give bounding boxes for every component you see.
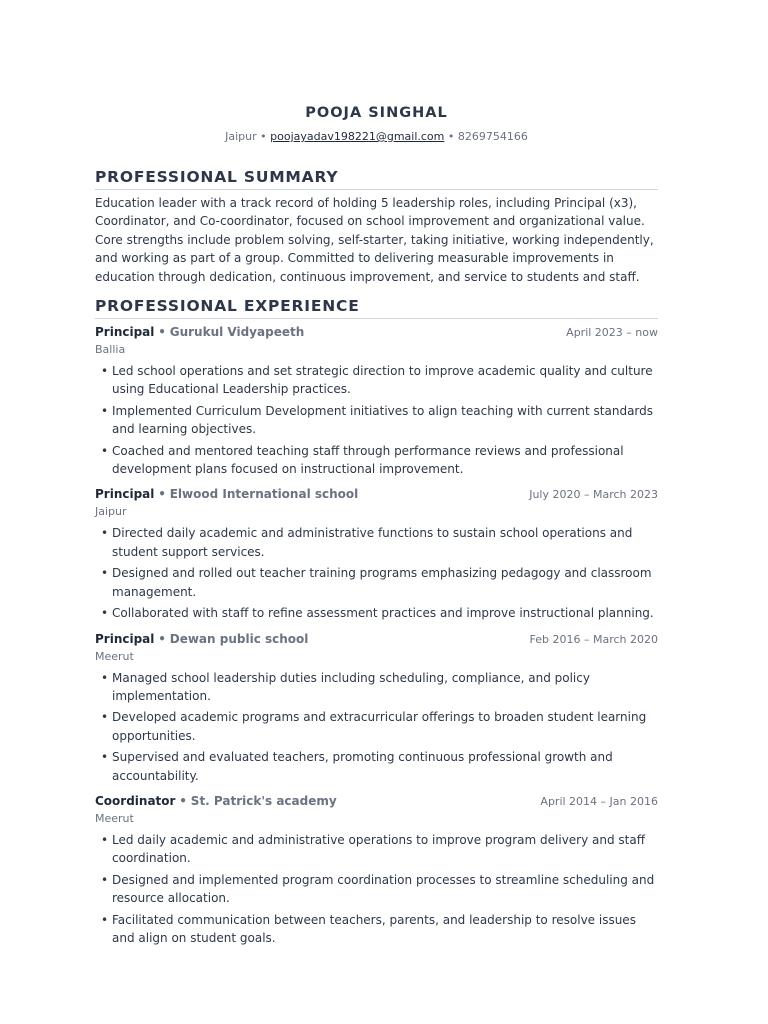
job-bullet: • Facilitated communication between teachers, parents, and leadership to resolve issues and align on student goals. bbox=[95, 911, 658, 948]
job-title-line bbox=[95, 486, 358, 502]
job-separator: • bbox=[158, 631, 166, 646]
job-location: Jaipur bbox=[95, 505, 127, 519]
summary-heading: PROFESSIONAL SUMMARY bbox=[95, 167, 658, 190]
job-header bbox=[95, 631, 658, 648]
job-company: Elwood International school bbox=[169, 487, 359, 502]
job-title-line bbox=[95, 793, 337, 809]
job-company: Dewan public school bbox=[169, 631, 309, 646]
job-company: Gurukul Vidyapeeth bbox=[169, 325, 305, 340]
resume-page bbox=[95, 104, 658, 950]
email-link[interactable]: poojayadav198221@gmail.com bbox=[270, 130, 445, 143]
job-location: Meerut bbox=[95, 649, 134, 663]
job-bullets bbox=[95, 362, 658, 478]
job-dates: July 2020 – March 2023 bbox=[529, 488, 658, 502]
job-bullet: • Led school operations and set strategic direction to improve academic quality and culture using Educational Leadership practices. bbox=[95, 362, 658, 399]
contact-city: Jaipur bbox=[225, 130, 257, 143]
contact-line bbox=[95, 130, 658, 144]
job-bullet: • Developed academic programs and extracurricular offerings to broaden student learning opportunities. bbox=[95, 708, 658, 745]
contact-phone: 8269754166 bbox=[457, 130, 528, 143]
job-role: Principal bbox=[95, 631, 155, 646]
job-separator: • bbox=[158, 325, 166, 340]
job-dates: April 2023 – now bbox=[566, 326, 658, 340]
job-bullet: • Coached and mentored teaching staff through performance reviews and professional development plans focused on instructional improvement. bbox=[95, 442, 658, 479]
job-bullet: • Supervised and evaluated teachers, promoting continuous professional growth and accountability. bbox=[95, 748, 658, 785]
job-title-line bbox=[95, 324, 304, 340]
job-role: Principal bbox=[95, 325, 155, 340]
job-separator: • bbox=[158, 487, 166, 502]
contact-separator: • bbox=[447, 130, 455, 143]
candidate-name: POOJA SINGHAL bbox=[305, 105, 448, 121]
summary-text: Education leader with a track record of holding 5 leadership roles, including Principal (x3), Coordinator, and Co-coordinator, focused on school improvement and organizational value. Core strengths include problem solving, self-starter, taking initiative, working independently, and working as part of a group. Committed to delivering measurable improvements in education through dedication, continuous improvement, and service to students and staff. bbox=[95, 196, 654, 284]
job-bullet: • Led daily academic and administrative operations to improve program delivery and staff coordination. bbox=[95, 831, 658, 868]
job-location: Ballia bbox=[95, 343, 126, 357]
job-bullets bbox=[95, 524, 658, 622]
job-title-line bbox=[95, 631, 308, 647]
job-separator: • bbox=[179, 793, 187, 808]
experience-list bbox=[95, 324, 658, 947]
job-dates: April 2014 – Jan 2016 bbox=[540, 794, 658, 808]
job-header bbox=[95, 486, 658, 503]
job-bullet: • Implemented Curriculum Development initiatives to align teaching with current standards and learning objectives. bbox=[95, 402, 658, 439]
job-bullets bbox=[95, 669, 658, 785]
job-bullet: • Designed and rolled out teacher training programs emphasizing pedagogy and classroom management. bbox=[95, 564, 658, 601]
job-role: Principal bbox=[95, 487, 155, 502]
job-dates: Feb 2016 – March 2020 bbox=[529, 632, 658, 646]
job-company: St. Patrick's academy bbox=[190, 793, 337, 808]
job-entry bbox=[95, 486, 658, 622]
job-bullet: • Managed school leadership duties including scheduling, compliance, and policy implementation. bbox=[95, 669, 658, 706]
job-location: Meerut bbox=[95, 811, 134, 825]
job-bullets bbox=[95, 831, 658, 947]
job-header bbox=[95, 324, 658, 341]
job-entry bbox=[95, 631, 658, 785]
job-bullet: • Collaborated with staff to refine assessment practices and improve instructional planning. bbox=[95, 604, 658, 622]
job-header bbox=[95, 793, 658, 810]
experience-heading: PROFESSIONAL EXPERIENCE bbox=[95, 296, 658, 319]
job-entry bbox=[95, 793, 658, 947]
job-role: Coordinator bbox=[95, 793, 176, 808]
job-entry bbox=[95, 324, 658, 478]
contact-separator: • bbox=[260, 130, 267, 143]
job-bullet: • Directed daily academic and administrative functions to sustain school operations and student support services. bbox=[95, 524, 658, 561]
job-bullet: • Designed and implemented program coordination processes to streamline scheduling and resource allocation. bbox=[95, 871, 658, 908]
